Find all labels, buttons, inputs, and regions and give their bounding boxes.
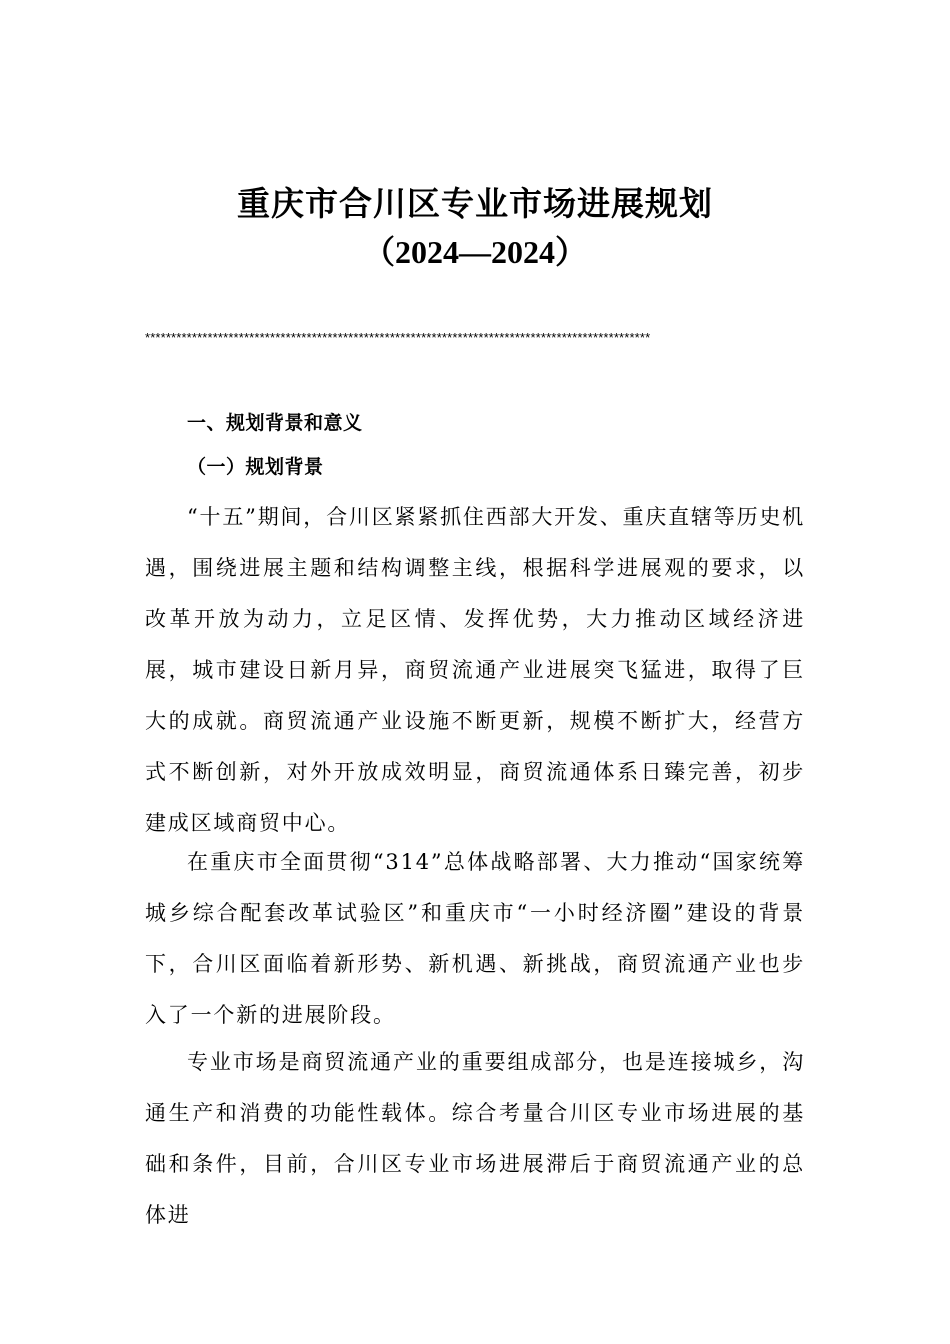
section-heading: 一、规划背景和意义: [187, 412, 363, 434]
body-paragraph: 在重庆市全面贯彻“314”总体战略部署、大力推动“国家统筹城乡综合配套改革试验区”和重庆市“一小时经济圈”建设的背景下，合川区面临着新形势、新机遇、新挑战，商贸流通产业也步入了一个新的进展阶段。: [145, 850, 805, 1027]
document-title: 重庆市合川区专业市场进展规划: [237, 184, 713, 223]
asterisk-divider: *************************************************************************************************: [145, 330, 651, 345]
subsection-heading: （一）规划背景: [187, 456, 324, 478]
document-subtitle: （2024—2024）: [362, 234, 587, 270]
body-paragraph: 专业市场是商贸流通产业的重要组成部分，也是连接城乡，沟通生产和消费的功能性载体。综合考量合川区专业市场进展的基础和条件，目前，合川区专业市场进展滞后于商贸流通产业的总体进: [145, 1050, 805, 1227]
body-paragraph: “十五”期间，合川区紧紧抓住西部大开发、重庆直辖等历史机遇，围绕进展主题和结构调整主线，根据科学进展观的要求，以改革开放为动力，立足区情、发挥优势，大力推动区域经济进展，城市建设日新月异，商贸流通产业进展突飞猛进，取得了巨大的成就。商贸流通产业设施不断更新，规模不断扩大，经营方式不断创新，对外开放成效明显，商贸流通体系日臻完善，初步建成区域商贸中心。: [145, 505, 805, 835]
